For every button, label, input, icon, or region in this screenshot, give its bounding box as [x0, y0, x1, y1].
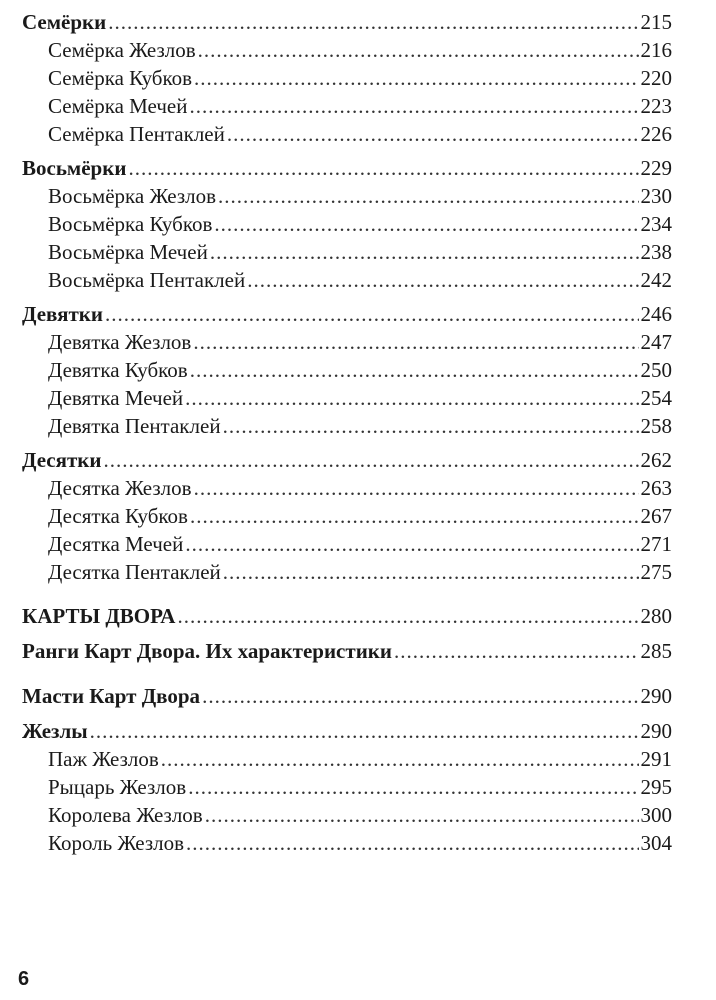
- toc-page-number: 242: [640, 268, 672, 292]
- toc-entry-title: Паж Жезлов: [48, 747, 159, 771]
- toc-page-number: 215: [640, 10, 672, 34]
- toc-section-court-suits[interactable]: [22, 682, 672, 710]
- toc-page-number: 291: [640, 747, 672, 771]
- dot-leader: [90, 717, 639, 745]
- toc-page-number: 246: [640, 302, 672, 326]
- toc-entry-title: Восьмёрка Пентаклей: [48, 268, 246, 292]
- toc-entry-title: Семёрка Пентаклей: [48, 122, 225, 146]
- toc-section-court-cards[interactable]: [22, 602, 672, 630]
- toc-entry[interactable]: [22, 474, 672, 502]
- toc-entry-title: Семёрка Жезлов: [48, 38, 196, 62]
- page-number: 6: [18, 968, 30, 990]
- toc-entry-title: Десятка Пентаклей: [48, 560, 221, 584]
- dot-leader: [247, 266, 638, 294]
- dot-leader: [394, 637, 639, 665]
- dot-leader: [188, 773, 638, 801]
- toc-entry-title: Девятка Жезлов: [48, 330, 192, 354]
- toc-section-wands[interactable]: [22, 717, 672, 745]
- toc-page-number: 275: [640, 560, 672, 584]
- dot-leader: [190, 502, 639, 530]
- dot-leader: [202, 682, 638, 710]
- toc-entry-title: Рыцарь Жезлов: [48, 775, 187, 799]
- toc-section-eights[interactable]: [22, 154, 672, 182]
- toc-entry[interactable]: [22, 829, 672, 857]
- toc-entry-title: Королева Жезлов: [48, 803, 203, 827]
- toc-page-number: 220: [640, 66, 672, 90]
- toc-entry[interactable]: [22, 773, 672, 801]
- toc-page-number: 230: [640, 184, 672, 208]
- dot-leader: [105, 300, 639, 328]
- toc-entry[interactable]: [22, 530, 672, 558]
- toc-entry[interactable]: [22, 384, 672, 412]
- toc-page-number: 250: [640, 358, 672, 382]
- dot-leader: [128, 154, 638, 182]
- toc-entry-title: Восьмёрки: [22, 156, 127, 180]
- toc-section-nines[interactable]: [22, 300, 672, 328]
- toc-entry-title: Девятки: [22, 302, 103, 326]
- toc-page-number: 295: [640, 775, 672, 799]
- dot-leader: [193, 328, 638, 356]
- dot-leader: [223, 412, 639, 440]
- toc-entry-title: Семёрка Мечей: [48, 94, 188, 118]
- toc-page-number: 290: [640, 684, 672, 708]
- toc-page-number: 234: [640, 212, 672, 236]
- toc-entry[interactable]: [22, 745, 672, 773]
- toc-entry[interactable]: [22, 502, 672, 530]
- toc-entry[interactable]: [22, 120, 672, 148]
- toc-entry-title: Десятки: [22, 448, 102, 472]
- toc-entry[interactable]: [22, 412, 672, 440]
- toc-entry-title: Семёрка Кубков: [48, 66, 193, 90]
- toc-entry-title: Девятка Пентаклей: [48, 414, 221, 438]
- toc-page-number: 223: [640, 94, 672, 118]
- dot-leader: [214, 210, 638, 238]
- dot-leader: [161, 745, 639, 773]
- toc-page-number: 254: [640, 386, 672, 410]
- toc-page-number: 267: [640, 504, 672, 528]
- toc-entry[interactable]: [22, 801, 672, 829]
- dot-leader: [223, 558, 639, 586]
- toc-entry[interactable]: [22, 238, 672, 266]
- dot-leader: [185, 530, 638, 558]
- toc-page-number: 247: [640, 330, 672, 354]
- dot-leader: [190, 356, 639, 384]
- toc-entry-title: Семёрки: [22, 10, 107, 34]
- toc-entry-title: Девятка Мечей: [48, 386, 184, 410]
- toc-page-number: 300: [640, 803, 672, 827]
- toc-entry-title: Масти Карт Двора: [22, 684, 201, 708]
- toc-entry[interactable]: [22, 210, 672, 238]
- toc-entry-title: Девятка Кубков: [48, 358, 188, 382]
- toc-page-number: 258: [640, 414, 672, 438]
- toc-entry[interactable]: [22, 356, 672, 384]
- dot-leader: [194, 64, 638, 92]
- toc-page-number: 238: [640, 240, 672, 264]
- toc-entry-title: Десятка Мечей: [48, 532, 184, 556]
- toc-entry[interactable]: [22, 36, 672, 64]
- toc-entry-title: Восьмёрка Мечей: [48, 240, 208, 264]
- toc-entry-title: Ранги Карт Двора. Их характеристики: [22, 639, 392, 663]
- dot-leader: [185, 384, 638, 412]
- dot-leader: [103, 446, 638, 474]
- dot-leader: [108, 8, 638, 36]
- toc-entry[interactable]: [22, 64, 672, 92]
- toc-page-number: 226: [640, 122, 672, 146]
- table-of-contents: [22, 8, 672, 857]
- dot-leader: [210, 238, 639, 266]
- dot-leader: [198, 36, 639, 64]
- dot-leader: [205, 801, 639, 829]
- toc-page-number: 263: [640, 476, 672, 500]
- toc-page-number: 304: [640, 831, 672, 855]
- dot-leader: [194, 474, 639, 502]
- toc-page-number: 262: [640, 448, 672, 472]
- toc-entry-title: Восьмёрка Кубков: [48, 212, 213, 236]
- toc-entry-title: Десятка Кубков: [48, 504, 188, 528]
- toc-page-number: 285: [640, 639, 672, 663]
- dot-leader: [186, 829, 638, 857]
- toc-page-number: 271: [640, 532, 672, 556]
- toc-page-number: 280: [640, 604, 672, 628]
- dot-leader: [189, 92, 638, 120]
- toc-entry-title: КАРТЫ ДВОРА: [22, 604, 176, 628]
- toc-entry[interactable]: [22, 92, 672, 120]
- toc-entry-title: Жезлы: [22, 719, 88, 743]
- dot-leader: [177, 602, 638, 630]
- toc-section-sevens[interactable]: [22, 8, 672, 36]
- toc-entry[interactable]: [22, 266, 672, 294]
- dot-leader: [227, 120, 639, 148]
- toc-section-tens[interactable]: [22, 446, 672, 474]
- toc-page-number: 229: [640, 156, 672, 180]
- toc-entry-title: Восьмёрка Жезлов: [48, 184, 217, 208]
- toc-entry-title: Десятка Жезлов: [48, 476, 192, 500]
- dot-leader: [218, 182, 638, 210]
- toc-page-number: 290: [640, 719, 672, 743]
- toc-entry[interactable]: [22, 182, 672, 210]
- toc-entry-title: Король Жезлов: [48, 831, 185, 855]
- toc-section-court-ranks[interactable]: [22, 637, 672, 665]
- toc-page-number: 216: [640, 38, 672, 62]
- toc-entry[interactable]: [22, 558, 672, 586]
- toc-entry[interactable]: [22, 328, 672, 356]
